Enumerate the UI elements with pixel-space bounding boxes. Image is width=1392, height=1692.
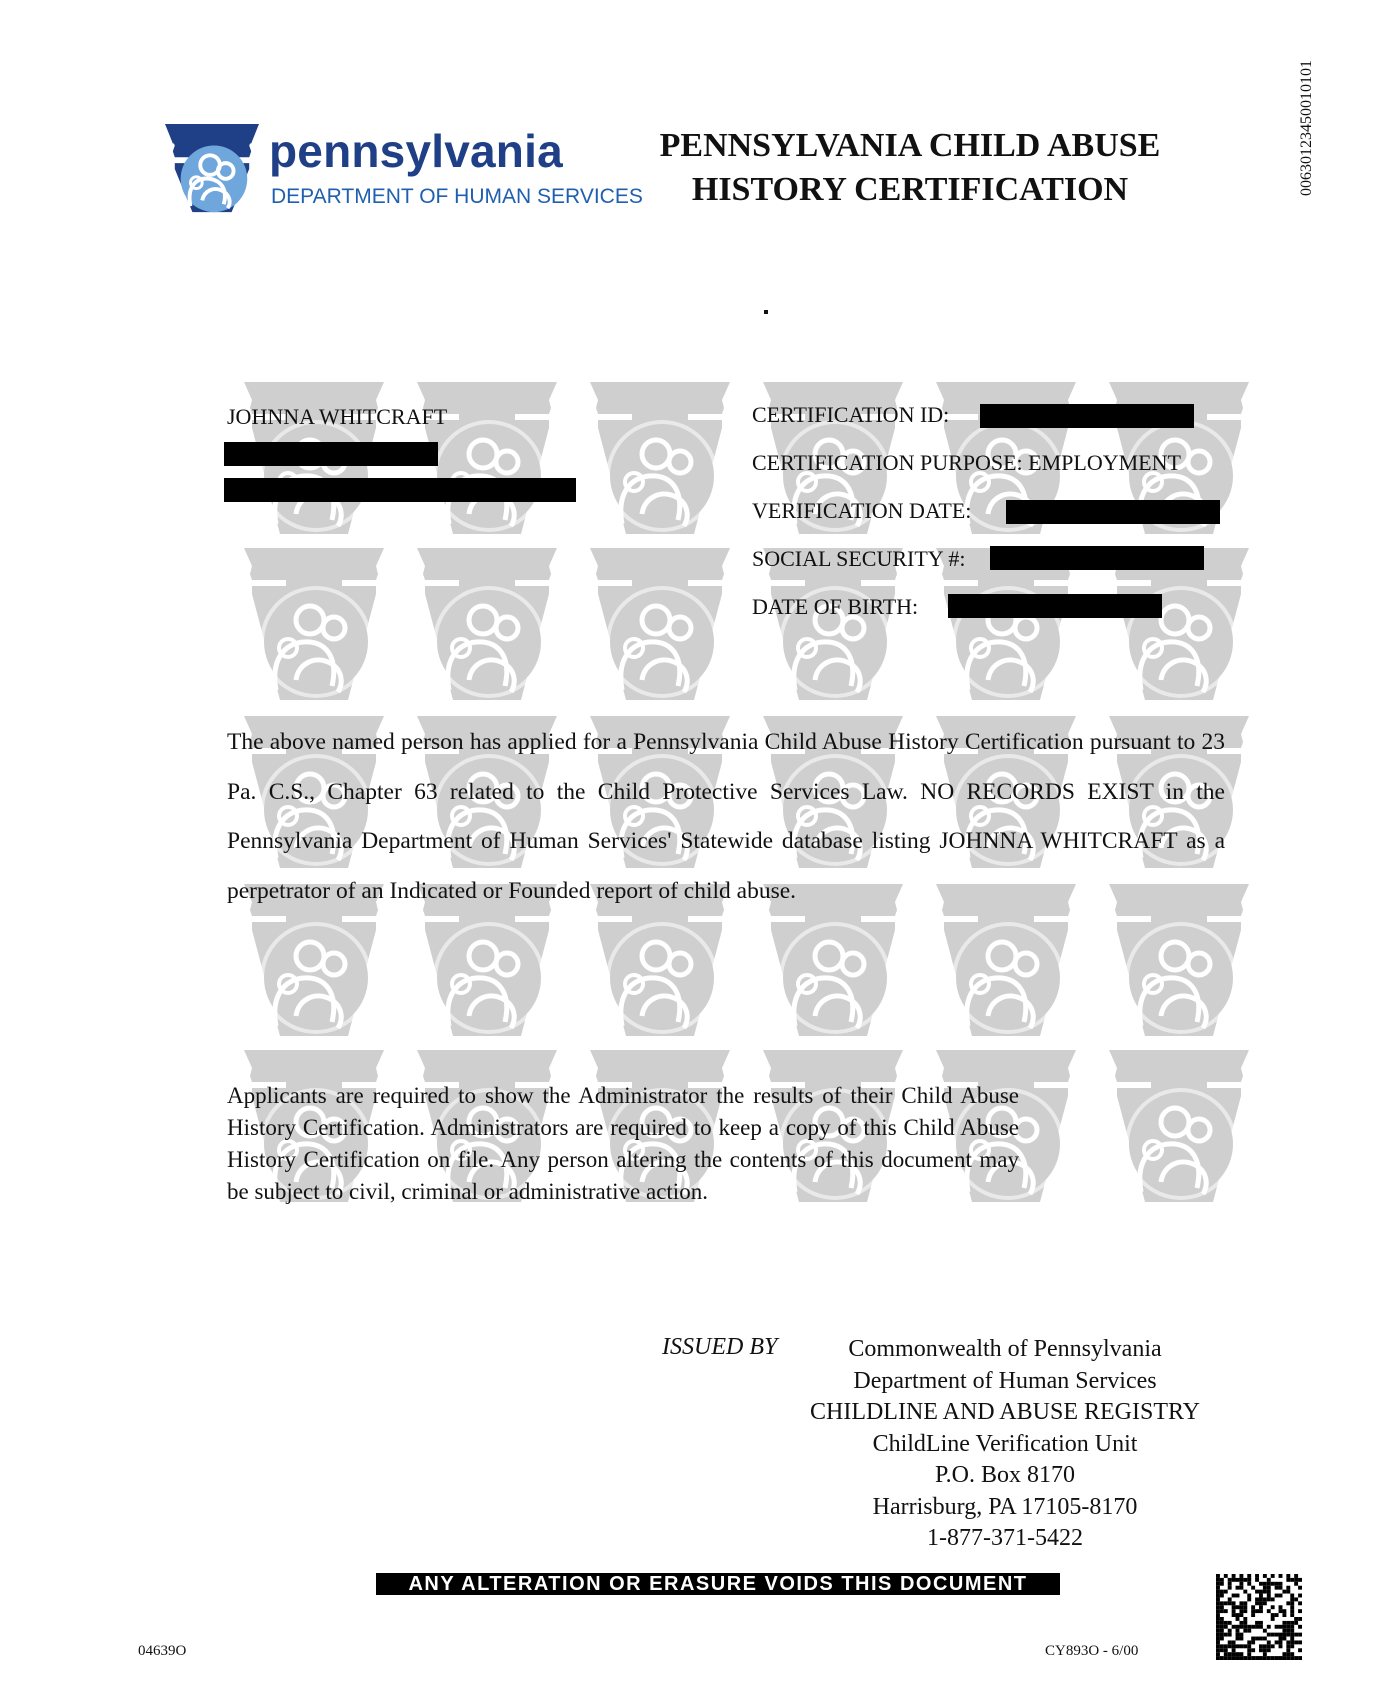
issuer-line-4: ChildLine Verification Unit xyxy=(872,1430,1138,1457)
field-social-security xyxy=(752,546,966,572)
field-date-of-birth xyxy=(752,594,918,620)
watermark-keystone-icon xyxy=(576,378,744,538)
applicant-name: JOHNNA WHITCRAFT xyxy=(227,404,448,429)
certification-id-label: CERTIFICATION ID: xyxy=(752,402,950,427)
stray-dot xyxy=(764,310,768,314)
field-verification-date xyxy=(752,498,971,524)
applicant-block xyxy=(227,404,447,430)
logo-state-name: pennsylvania xyxy=(269,125,563,177)
pa-dhs-logo xyxy=(163,122,643,218)
title-line-2: HISTORY CERTIFICATION xyxy=(691,171,1129,208)
footer-left-code: 04639O xyxy=(138,1643,187,1659)
verification-date-label: VERIFICATION DATE: xyxy=(752,498,972,523)
field-certification-purpose xyxy=(752,450,1181,476)
redaction-date-of-birth xyxy=(948,594,1162,618)
title-line-1: PENNSYLVANIA CHILD ABUSE xyxy=(659,127,1161,164)
alteration-warning-banner: ANY ALTERATION OR ERASURE VOIDS THIS DOCUMENT xyxy=(376,1573,1060,1595)
issuer-line-3: CHILDLINE AND ABUSE REGISTRY xyxy=(809,1399,1200,1425)
watermark-keystone-icon xyxy=(403,544,571,704)
redaction-address-line-2 xyxy=(224,478,576,502)
redaction-social-security xyxy=(990,546,1204,570)
issuer-line-2: Department of Human Services xyxy=(853,1367,1157,1394)
document-number-vertical xyxy=(1298,36,1324,196)
issuer-line-1: Commonwealth of Pennsylvania xyxy=(848,1336,1162,1362)
watermark-keystone-icon xyxy=(1095,1046,1263,1206)
document-number-text: 0063012345001010​1 xyxy=(1298,60,1315,196)
certification-statement: The above named person has applied for a Pennsylvania Child Abuse History Certification pursuant to 23 Pa. C.S., Chapter 63 related to the Child Protective Services Law. NO RECORDS EXIST in the Pennsylvania Department of Human Services' Statewide database listing JOHNNA WHITCRAFT as a perpetrator of an Indicated or Founded report of child abuse. xyxy=(227,729,1225,904)
watermark-keystone-icon xyxy=(576,544,744,704)
logo-department-name: DEPARTMENT OF HUMAN SERVICES xyxy=(271,185,643,208)
redaction-address-line-1 xyxy=(224,442,438,466)
form-number: CY893O - 6/00 xyxy=(1045,1643,1139,1659)
keystone-family-icon xyxy=(163,122,261,216)
issuer-line-6: Harrisburg, PA 17105-8170 xyxy=(872,1493,1138,1520)
certification-purpose-label: CERTIFICATION PURPOSE: xyxy=(752,450,1023,475)
redaction-verification-date xyxy=(1006,500,1220,524)
redaction-certification-id xyxy=(980,404,1194,428)
issuer-address xyxy=(790,1334,1220,1555)
datamatrix-barcode-icon xyxy=(1216,1574,1302,1660)
field-certification-id xyxy=(752,402,949,428)
date-of-birth-label: DATE OF BIRTH: xyxy=(752,594,919,619)
issuer-line-7: 1-877-371-5422 xyxy=(927,1525,1083,1551)
document-title xyxy=(630,124,1190,212)
watermark-keystone-icon xyxy=(230,544,398,704)
issued-by-label: ISSUED BY xyxy=(662,1334,778,1360)
administrator-notice: Applicants are required to show the Administrator the results of their Child Abuse History Certification. Administrators are required to keep a copy of this Child Abuse History Certification on file. Any person altering the contents of this document may be subject to civil, criminal or administrative action. xyxy=(227,1083,1019,1204)
social-security-label: SOCIAL SECURITY #: xyxy=(752,546,966,571)
certification-purpose-value: EMPLOYMENT xyxy=(1028,450,1181,475)
issuer-line-5: P.O. Box 8170 xyxy=(934,1462,1076,1488)
